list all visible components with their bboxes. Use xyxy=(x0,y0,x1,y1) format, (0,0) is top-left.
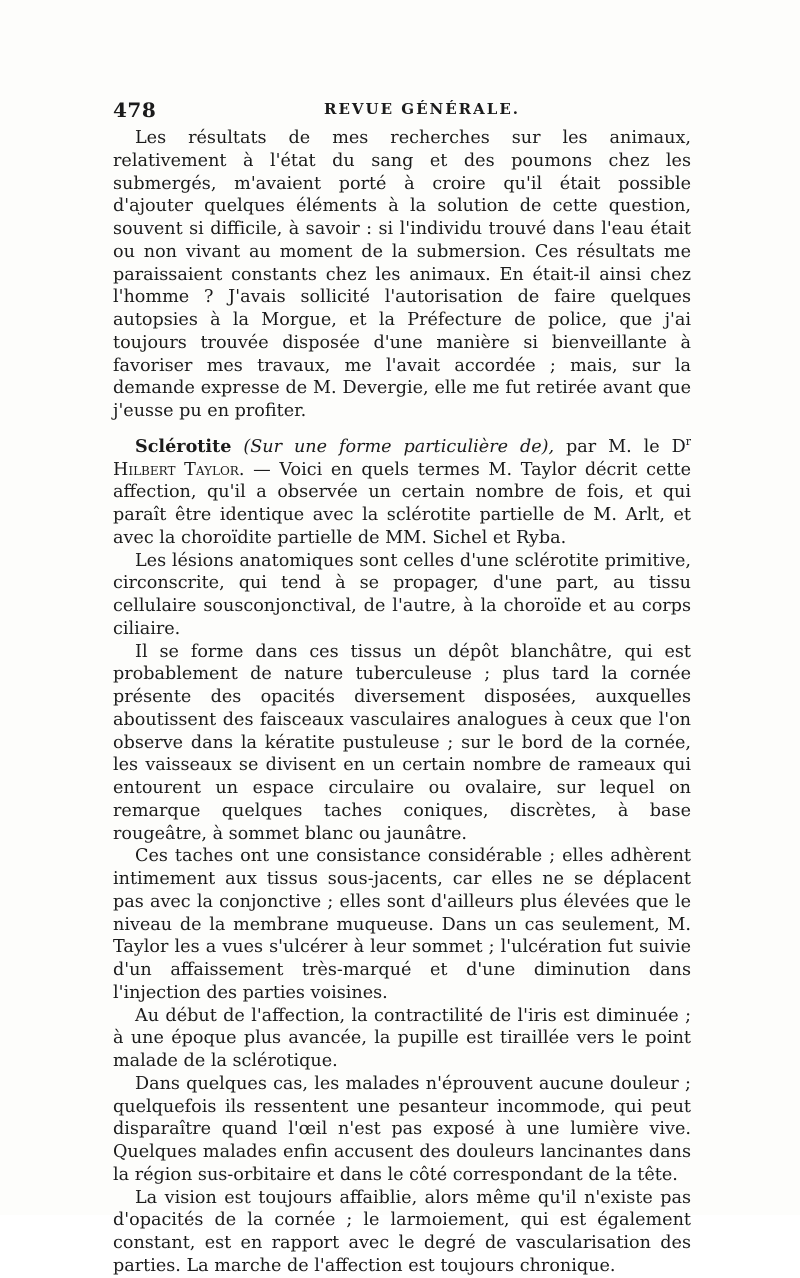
paragraph-vision: La vision est toujours affaiblie, alors même qu'il n'existe pas d'opacités de la cornée ; le larmoiement, qui est également constant, est en rapport avec le degré de vascularisation des parties. La marche de l'affection est toujours chronique. xyxy=(113,1187,691,1276)
section-title: Sclérotite xyxy=(135,435,232,457)
paragraph-taches: Ces taches ont une consistance considérable ; elles adhèrent intimement aux tissus sous-jacents, car elles ne se déplacent pas avec la conjonctive ; elles sont d'ailleurs plus élevées que le niveau de la membrane muqueuse. Dans un cas seulement, M. Taylor les a vues s'ulcérer à leur sommet ; l'ulcération fut suivie d'un affaissement très-marqué et d'une diminution dans l'injection des parties voisines. xyxy=(113,846,691,1003)
section-intro-paragraph xyxy=(113,436,691,550)
running-head: REVUE GÉNÉRALE. xyxy=(324,100,520,118)
paragraph-submersion: Les résultats de mes recherches sur les animaux, relativement à l'état du sang et des poumons chez les submergés, m'avaient porté à croire qu'il était possible d'ajouter quelques éléments à la solution de cette question, souvent si difficile, à savoir : si l'individu trouvé dans l'eau était ou non vivant au moment de la submersion. Ces résultats me paraissaient constants chez les animaux. En était-il ainsi chez l'homme ? J'avais sollicité l'autorisation de faire quelques autopsies à la Morgue, et la Préfecture de police, que j'ai toujours trouvée disposée d'une manière si bienveillante à favoriser mes travaux, me l'avait accordée ; mais, sur la demande expresse de M. Devergie, elle me fut retirée avant que j'eusse pu en profiter. xyxy=(113,128,691,421)
author-name: Hilbert Taylor xyxy=(113,459,239,480)
paragraph-debut: Au début de l'affection, la contractilité de l'iris est diminuée ; à une époque plus avancée, la pupille est tiraillée vers le point malade de la sclérotique. xyxy=(113,1005,691,1071)
paragraph-depot: Il se forme dans ces tissus un dépôt blanchâtre, qui est probablement de nature tuberculeuse ; plus tard la cornée présente des opacités diversement disposées, auxquelles aboutissent des faisceaux vasculaires analogues à ceux que l'on observe dans la kératite pustuleuse ; sur le bord de la cornée, les vaisseaux se divisent en un certain nombre de rameaux qui entourent un espace circulaire ou ovalaire, sur lequel on remarque quelques taches coniques, discrètes, à base rougeâtre, à sommet blanc ou jaunâtre. xyxy=(113,641,691,844)
section-intro-text: . — Voici en quels termes M. Taylor décrit cette affection, qu'il a observée un certain nombre de fois, et qui paraît être identique avec la sclérotite partielle de M. Arlt, et avec la choroïdite partielle de MM. Sichel et Ryba. xyxy=(113,459,692,548)
section-byline: par M. le D xyxy=(554,436,686,457)
paragraph-lesions: Les lésions anatomiques sont celles d'une sclérotite primitive, circonscrite, qui tend à se propager, d'une part, au tissu cellulaire sousconjonctival, de l'autre, à la choroïde et au corps ciliaire. xyxy=(113,550,691,639)
page-number: 478 xyxy=(113,98,157,122)
page-header xyxy=(113,98,691,124)
doctor-abbrev-sup: r xyxy=(685,434,692,448)
section-subtitle: (Sur une forme particulière de), xyxy=(243,436,555,457)
paragraph-douleur: Dans quelques cas, les malades n'éprouvent aucune douleur ; quelquefois ils ressentent une pesanteur incommode, qui peut disparaître quand l'œil n'est pas exposé à une lumière vive. Quelques malades enfin accusent des douleurs lancinantes dans la région sus-orbitaire et dans le côté correspondant de la tête. xyxy=(113,1073,691,1185)
article-body xyxy=(113,127,691,1278)
